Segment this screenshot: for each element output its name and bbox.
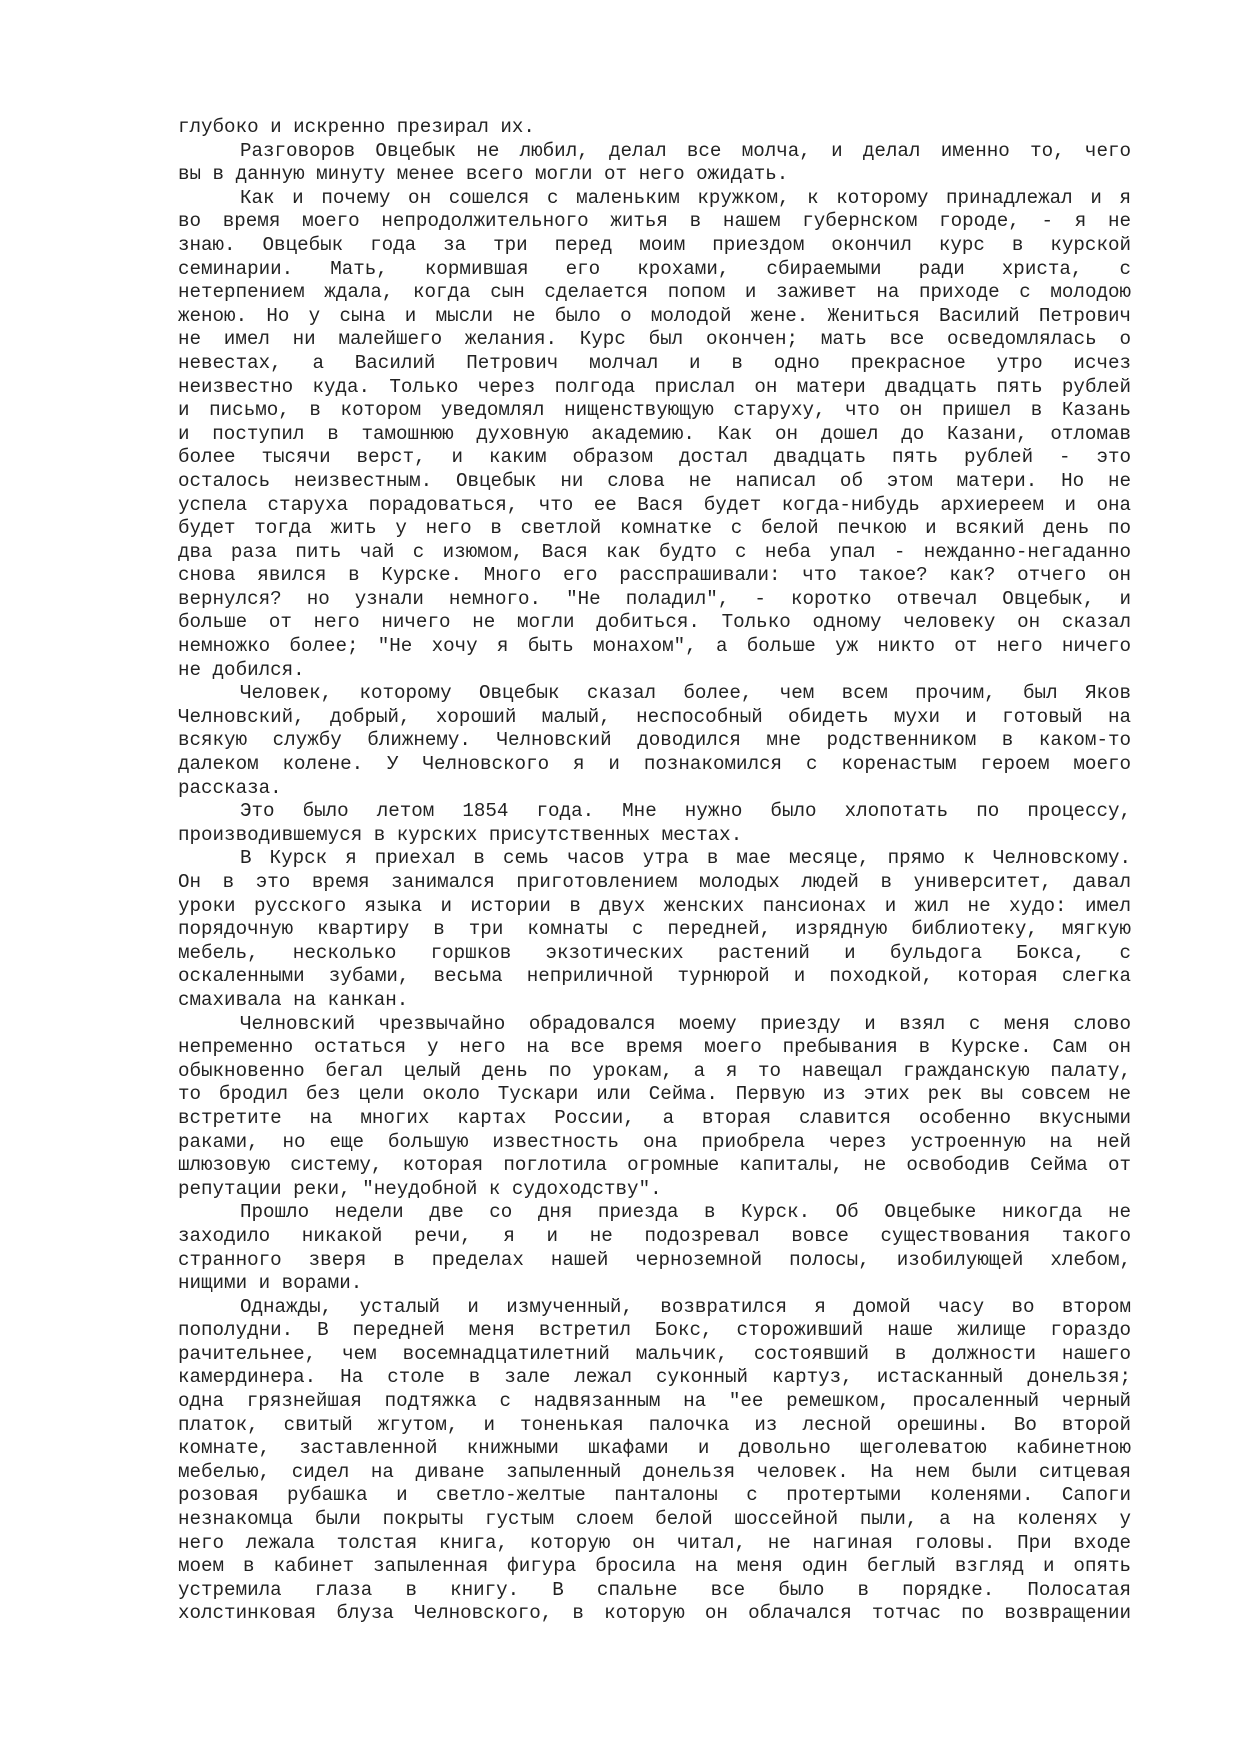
text-line: более тысячи верст, и каким образом достал двадцать пять рублей - это [178,446,1131,469]
text-line: уроки русского языка и истории в двух женских пансионах и жил не худо: имел [178,894,1131,917]
text-line: не добился. [178,658,305,681]
text-line: В Курск я приехал в семь часов утра в мае месяце, прямо к Челновскому. [240,847,1131,870]
text-line: осталось неизвестным. Овцебык ни слова не написал об этом матери. Но не [178,469,1131,492]
text-line: платок, свитый жгутом, и тоненькая палочка из лесной орешины. Во второй [178,1413,1131,1436]
text-line: успела старуха порадоваться, что ее Вася будет когда-нибудь архиереем и она [178,493,1131,516]
text-line: и поступил в тамошнюю духовную академию. Как он дошел до Казани, отломав [178,422,1131,445]
text-line: встретите на многих картах России, а вторая славится особенно вкусными [178,1106,1131,1129]
document-page [178,116,1131,1626]
text-line: Как и почему он сошелся с маленьким кружком, к которому принадлежал и я [240,186,1131,209]
text-line: во время моего непродолжительного житья в нашем губернском городе, - я не [178,210,1131,233]
text-line: мебелью, сидел на диване запыленный донельзя человек. На нем были ситцевая [178,1460,1131,1483]
text-line: то бродил без цели около Тускари или Сейма. Первую из этих рек вы совсем не [178,1083,1131,1106]
text-line: обыкновенно бегал целый день по урокам, а я то навещал гражданскую палату, [178,1059,1131,1082]
text-line: будет тогда жить у него в светлой комнатке с белой печкою и всякий день по [178,517,1131,540]
text-line: комнате, заставленной книжными шкафами и довольно щеголеватою кабинетною [178,1437,1131,1460]
text-line: него лежала толстая книга, которую он читал, не нагиная головы. При входе [178,1531,1131,1554]
text-line: неизвестно куда. Только через полгода прислал он матери двадцать пять рублей [178,375,1131,398]
text-line: нищими и ворами. [178,1272,363,1295]
text-line: заходило никакой речи, я и не подозревал вовсе существования такого [178,1224,1131,1247]
text-line: нетерпением ждала, когда сын сделается попом и заживет на приходе с молодою [178,281,1131,304]
text-line: незнакомца были покрыты густым слоем белой шоссейной пыли, а на коленях у [178,1508,1131,1531]
text-line: глубоко и искренно презирал их. [178,116,535,138]
text-line: одна грязнейшая подтяжка с надвязанным на "ее ремешком, просаленный черный [178,1390,1131,1413]
text-line: всякую службу ближнему. Челновский доводился мне родственником в каком-то [178,729,1131,752]
text-line: пополудни. В передней меня встретил Бокс, стороживший наше жилище гораздо [178,1319,1131,1342]
text-line: порядочную квартиру в три комнаты с передней, изрядную библиотеку, мягкую [178,918,1131,941]
text-line: смахивала на канкан. [178,988,409,1011]
text-line: раками, но еще большую известность она приобрела через устроенную на ней [178,1130,1131,1153]
text-line: Челновский, добрый, хороший малый, неспособный обидеть мухи и готовый на [178,705,1131,728]
text-line: два раза пить чай с изюмом, Вася как будто с неба упал - нежданно-негаданно [178,540,1131,563]
text-line: Он в это время занимался приготовлением молодых людей в университет, давал [178,871,1131,893]
text-line: камердинера. На столе в зале лежал суконный картуз, истасканный донельзя; [178,1366,1131,1389]
text-line: непременно остаться у него на все время моего пребывания в Курске. Сам он [178,1036,1131,1059]
text-line: Прошло недели две со дня приезда в Курск. Об Овцебыке никогда не [240,1201,1131,1224]
text-line: репутации реки, "неудобной к судоходству". [178,1177,662,1200]
text-line: вы в данную минуту менее всего могли от него ожидать. [178,163,789,186]
text-line: рассказа. [178,776,282,799]
text-line: производившемуся в курских присутственных местах. [178,823,743,846]
text-line: не имел ни малейшего желания. Курс был окончен; мать все осведомлялась о [178,328,1131,351]
text-line: холстинковая блуза Челновского, в которую он облачался тотчас по возвращении [178,1602,1131,1625]
text-line: странного зверя в пределах нашей черноземной полосы, изобилующей хлебом, [178,1248,1131,1271]
text-line: и письмо, в котором уведомлял нищенствующую старуху, что он пришел в Казань [178,399,1131,422]
text-line: мебель, несколько горшков экзотических растений и бульдога Бокса, с [178,941,1131,964]
text-line: Разговоров Овцебык не любил, делал все молча, и делал именно то, чего [240,139,1131,162]
text-line: розовая рубашка и светло-желтые панталоны с протертыми коленями. Сапоги [178,1484,1131,1507]
text-line: немножко более; "Не хочу я быть монахом", а больше уж никто от него ничего [178,635,1131,658]
text-line: моем в кабинет запыленная фигура бросила на меня один беглый взгляд и опять [178,1555,1131,1578]
text-line: знаю. Овцебык года за три перед моим приездом окончил курс в курской [178,233,1131,256]
text-line: больше от него ничего не могли добиться. Только одному человеку он сказал [178,611,1131,634]
text-line: устремила глаза в книгу. В спальне все было в порядке. Полосатая [178,1578,1131,1601]
text-line: оскаленными зубами, весьма неприличной турнюрой и походкой, которая слегка [178,965,1131,988]
text-line: шлюзовую систему, которая поглотила огромные капиталы, не освободив Сейма от [178,1154,1131,1177]
text-line: семинарии. Мать, кормившая его крохами, сбираемыми ради христа, с [178,257,1131,280]
text-line: далеком колене. У Челновского я и познакомился с коренастым героем моего [178,753,1131,776]
text-line: Это было летом 1854 года. Мне нужно было хлопотать по процессу, [240,800,1131,823]
text-line: Однажды, усталый и измученный, возвратился я домой часу во втором [240,1295,1131,1318]
text-line: вернулся? но узнали немного. "Не поладил", - коротко отвечал Овцебык, и [178,587,1131,610]
text-line: женою. Но у сына и мысли не было о молодой жене. Жениться Василий Петрович [178,304,1131,327]
text-line: Человек, которому Овцебык сказал более, чем всем прочим, был Яков [240,682,1131,705]
text-line: Челновский чрезвычайно обрадовался моему приезду и взял с меня слово [240,1012,1131,1035]
text-line: невестах, а Василий Петрович молчал и в одно прекрасное утро исчез [178,351,1131,374]
text-line: снова явился в Курске. Много его расспрашивали: что такое? как? отчего он [178,564,1131,587]
text-line: рачительнее, чем восемнадцатилетний мальчик, состоявший в должности нашего [178,1342,1131,1365]
